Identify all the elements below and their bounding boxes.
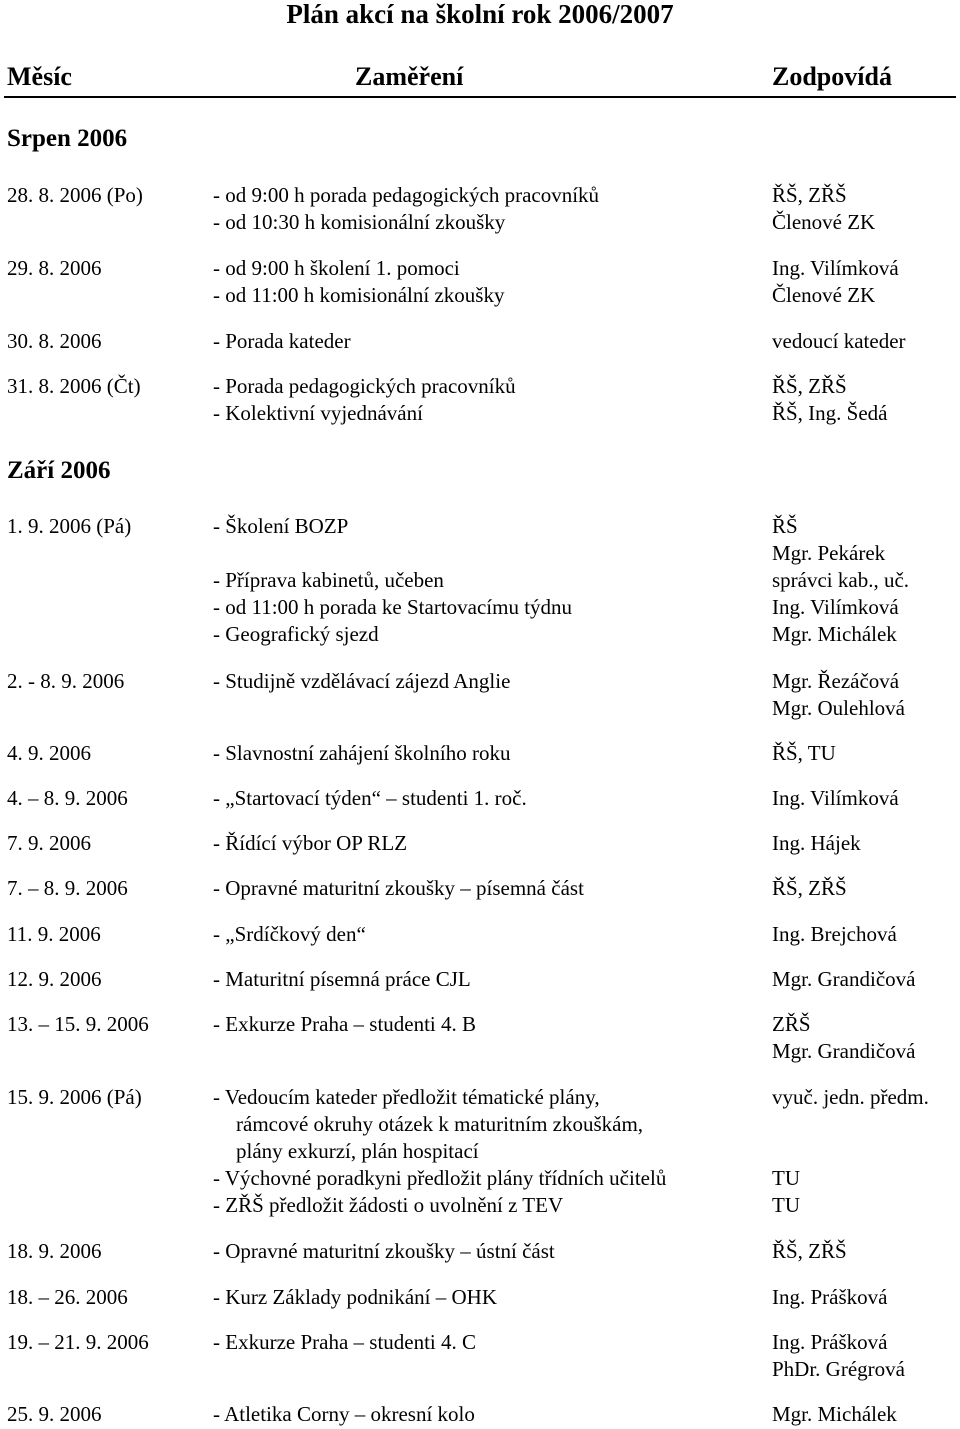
header-focus: Zaměření	[355, 62, 464, 91]
responsible-line: Ing. Vilímková	[772, 256, 899, 280]
activity-line: - Řídící výbor OP RLZ	[213, 831, 408, 855]
entry-date: 13. – 15. 9. 2006	[7, 1012, 149, 1036]
responsible-line: Mgr. Michálek	[772, 622, 897, 646]
activity-line: - od 11:00 h porada ke Startovacímu týdnu	[213, 595, 573, 619]
activity-line: - od 9:00 h porada pedagogických pracovníků	[213, 183, 600, 207]
responsible-line: Mgr. Grandičová	[772, 1039, 916, 1063]
activity-line: - od 10:30 h komisionální zkoušky	[213, 210, 506, 234]
table-header	[0, 60, 960, 94]
header-month: Měsíc	[7, 62, 72, 91]
entry-date: 4. – 8. 9. 2006	[7, 786, 128, 810]
activity-line: - Porada kateder	[213, 329, 351, 353]
responsible-line: ZŘŠ	[772, 1012, 811, 1036]
activity-line: - „Srdíčkový den“	[213, 922, 366, 946]
activity-line: - Kurz Základy podnikání – OHK	[213, 1285, 498, 1309]
responsible-line: TU	[772, 1193, 800, 1217]
responsible-line: Ing. Prášková	[772, 1285, 888, 1309]
activity-line: - Slavnostní zahájení školního roku	[213, 741, 511, 765]
responsible-line	[772, 1111, 929, 1138]
activity-line: - Atletika Corny – okresní kolo	[213, 1402, 475, 1426]
responsible-line: vyuč. jedn. předm.	[772, 1085, 929, 1109]
activity-line: - od 9:00 h školení 1. pomoci	[213, 256, 460, 280]
responsible-line: Ing. Brejchová	[772, 922, 897, 946]
entry-date: 30. 8. 2006	[7, 329, 102, 353]
page-title: Plán akcí na školní rok 2006/2007	[286, 0, 674, 29]
entry-date: 29. 8. 2006	[7, 256, 102, 280]
entry-date: 19. – 21. 9. 2006	[7, 1330, 149, 1354]
responsible-line: Mgr. Pekárek	[772, 541, 886, 565]
responsible-line: Mgr. Grandičová	[772, 967, 916, 991]
entry-date: 4. 9. 2006	[7, 741, 91, 765]
activity-line: - Exkurze Praha – studenti 4. C	[213, 1330, 477, 1354]
activity-line: - Maturitní písemná práce CJL	[213, 967, 471, 991]
responsible-line: Ing. Vilímková	[772, 786, 899, 810]
responsible-line	[772, 1138, 929, 1165]
activity-line: - Opravné maturitní zkoušky – ústní část	[213, 1239, 555, 1263]
month-heading-zari: Září 2006	[7, 457, 111, 484]
activity-line: rámcové okruhy otázek k maturitním zkouškám,	[236, 1112, 644, 1136]
activity-line: - Porada pedagogických pracovníků	[213, 374, 516, 398]
activity-line	[213, 540, 572, 567]
activity-line: plány exkurzí, plán hospitací	[236, 1139, 479, 1163]
responsible-line: ŘŠ, ZŘŠ	[772, 876, 847, 900]
activity-line: - Geografický sjezd	[213, 622, 379, 646]
responsible-line: Mgr. Řezáčová	[772, 669, 900, 693]
activity-line: - od 11:00 h komisionální zkoušky	[213, 283, 505, 307]
entry-date: 1. 9. 2006 (Pá)	[7, 514, 132, 538]
entry-date: 12. 9. 2006	[7, 967, 102, 991]
activity-line: - Vedoucím kateder předložit tématické plány,	[213, 1085, 600, 1109]
responsible-line: PhDr. Grégrová	[772, 1357, 905, 1381]
activity-line: - „Startovací týden“ – studenti 1. roč.	[213, 786, 527, 810]
activity-line: - Studijně vzdělávací zájezd Anglie	[213, 669, 511, 693]
header-underline	[4, 96, 956, 98]
entry-date: 18. – 26. 2006	[7, 1285, 128, 1309]
activity-line: - Školení BOZP	[213, 514, 349, 538]
responsible-line: ŘŠ, ZŘŠ	[772, 1239, 847, 1263]
entry-date: 7. – 8. 9. 2006	[7, 876, 128, 900]
responsible-line: ŘŠ, ZŘŠ	[772, 374, 847, 398]
activity-line: - Opravné maturitní zkoušky – písemná část	[213, 876, 584, 900]
activity-line: - Výchovné poradkyni předložit plány třídních učitelů	[213, 1166, 667, 1190]
activity-line: - Exkurze Praha – studenti 4. B	[213, 1012, 477, 1036]
responsible-line: Ing. Hájek	[772, 831, 861, 855]
responsible-line: Ing. Prášková	[772, 1330, 888, 1354]
entry-date: 28. 8. 2006 (Po)	[7, 183, 143, 207]
responsible-line: Mgr. Oulehlová	[772, 696, 905, 720]
entry-date: 31. 8. 2006 (Čt)	[7, 374, 141, 398]
month-heading-srpen: Srpen 2006	[7, 125, 128, 152]
responsible-line: Ing. Vilímková	[772, 595, 899, 619]
entry-date: 25. 9. 2006	[7, 1402, 102, 1426]
responsible-line: TU	[772, 1166, 800, 1190]
activity-line: - Kolektivní vyjednávání	[213, 401, 423, 425]
entry-date: 18. 9. 2006	[7, 1239, 102, 1263]
activity-line: - ZŘŠ předložit žádosti o uvolnění z TEV	[213, 1193, 564, 1217]
entry-date: 11. 9. 2006	[7, 922, 101, 946]
responsible-line: ŘŠ	[772, 514, 798, 538]
responsible-line: Členové ZK	[772, 210, 876, 234]
responsible-line: ŘŠ, ZŘŠ	[772, 183, 847, 207]
entry-date: 15. 9. 2006 (Pá)	[7, 1085, 142, 1109]
responsible-line: ŘŠ, Ing. Šedá	[772, 401, 888, 425]
entry-date: 7. 9. 2006	[7, 831, 91, 855]
responsible-line: ŘŠ, TU	[772, 741, 836, 765]
entry-date: 2. - 8. 9. 2006	[7, 669, 125, 693]
responsible-line: Mgr. Michálek	[772, 1402, 897, 1426]
responsible-line: správci kab., uč.	[772, 568, 910, 592]
responsible-line: Členové ZK	[772, 283, 876, 307]
responsible-line: vedoucí kateder	[772, 329, 906, 353]
activity-line: - Příprava kabinetů, učeben	[213, 568, 444, 592]
header-responsible: Zodpovídá	[772, 62, 892, 91]
